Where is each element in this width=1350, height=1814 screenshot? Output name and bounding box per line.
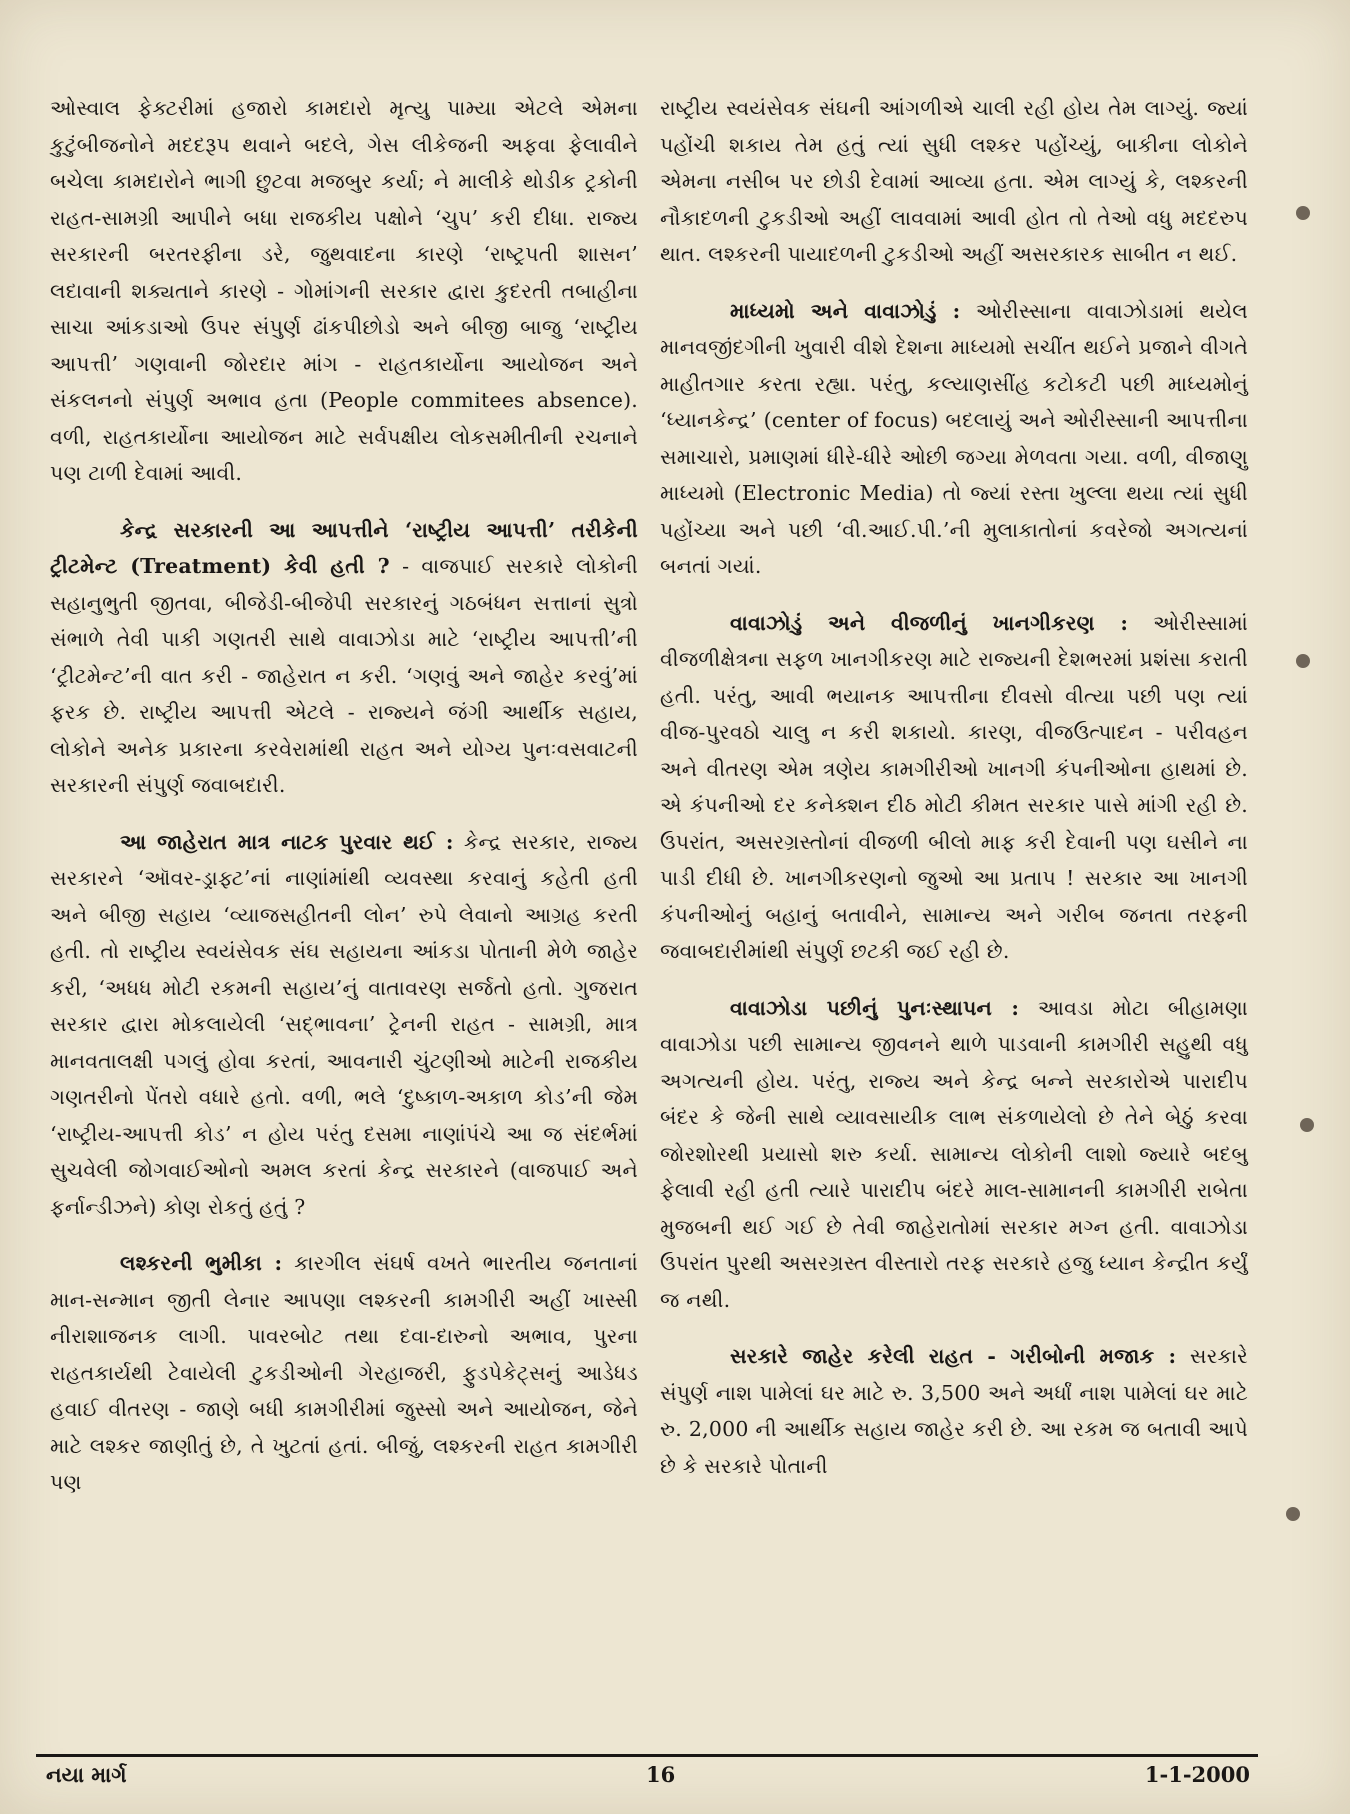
left-paragraph-1: ઓસ્વાલ ફેક્ટરીમાં હજારો કામદારો મૃત્યુ પામ્યા એટલે એમના કુટુંબીજનોને મદદરૂપ થવાને બદલે, ગેસ લીકેજની અફવા ફેલાવીને બચેલા કામદારોને ભાગી છુટવા મજબુર કર્યા; ને માલીકે થોડીક ટ્રકોની રાહત-સામગ્રી આપીને બધા રાજકીય પક્ષોને ‘ચુપ’ કરી દીધા. રાજ્ય સરકારની બરતરફીના ડરે, જુથવાદના કારણે ‘રાષ્ટ્રપતી શાસન’ લદાવાની શક્યતાને કારણે - ગોમાંગની સરકાર દ્વારા કુદરતી તબાહીના સાચા આંકડાઓ ઉપર સંપુર્ણ ઢાંકપીછોડો અને બીજી બાજુ ‘રાષ્ટ્રીય આપત્તી’ ગણવાની જોરદાર માંગ - રાહતકાર્યોના આયોજન અને સંકલનનો સંપુર્ણ અભાવ હતા (People commitees absence). વળી, રાહતકાર્યોના આયોજન માટે સર્વપક્ષીય લોકસમીતીની રચનાને પણ ટાળી દેવામાં આવી. xyxy=(50,96,638,485)
left-body-2: - વાજપાઈ સરકારે લોકોની સહાનુભુતી જીતવા, બીજેડી-બીજેપી સરકારનું ગઠબંધન સત્તાનાં સુત્રો સંભાળે તેવી પાકી ગણતરી સાથે વાવાઝોડા માટે ‘રાષ્ટ્રીય આપત્તી’ની ‘ટ્રીટમેન્ટ’ની વાત કરી - જાહેરાત ન કરી. ‘ગણવું અને જાહેર કરવું’માં ફરક છે. રાષ્ટ્રીય આપત્તી એટલે - રાજ્યને જંગી આર્થીક સહાય, લોકોને અનેક પ્રકારના કરવેરામાંથી રાહત અને યોગ્ય પુનઃવસવાટની સરકારની સંપુર્ણ જવાબદારી. xyxy=(50,554,638,797)
right-body-3: ઓરીસ્સામાં વીજળીક્ષેત્રના સફળ ખાનગીકરણ માટે રાજ્યની દેશભરમાં પ્રશંસા કરાતી હતી. પરંતુ, આવી ભયાનક આપત્તીના દીવસો વીત્યા પછી પણ ત્યાં વીજ-પુરવઠો ચાલુ ન કરી શકાયો. કારણ, વીજઉત્પાદન - પરીવહન અને વીતરણ એમ ત્રણેય કામગીરીઓ ખાનગી કંપનીઓના હાથમાં છે. એ કંપનીઓ દર કનેક્શન દીઠ મોટી કીમત સરકાર પાસે માંગી રહી છે. ઉપરાંત, અસરગ્રસ્તોનાં વીજળી બીલો માફ કરી દેવાની પણ ઘસીને ના પાડી દીધી છે. ખાનગીકરણનો જુઓ આ પ્રતાપ ! સરકાર આ ખાનગી કંપનીઓનું બહાનું બતાવીને, સામાન્ય અને ગરીબ જનતા તરફની જવાબદારીમાંથી સંપુર્ણ છટકી જઈ રહી છે. xyxy=(660,610,1248,963)
left-heading-2: કેન્દ્ર સરકારની આ આપત્તીને ‘રાષ્ટ્રીય આપત્તી’ તરીકેની ટ્રીટમેન્ટ (Treatment) કેવી હતી ? xyxy=(50,517,638,578)
right-paragraph-4 xyxy=(660,990,1248,1319)
right-heading-2: માધ્યમો અને વાવાઝોડું : xyxy=(730,298,961,323)
right-body-4: આવડા મોટા બીહામણા વાવાઝોડા પછી સામાન્ય જીવનને થાળે પાડવાની કામગીરી સહુથી વધુ અગત્યની હોય. પરંતુ, રાજ્ય અને કેન્દ્ર બન્ને સરકારોએ પારાદીપ બંદર કે જેની સાથે વ્યાવસાયીક લાભ સંકળાયેલો છે તેને બેઠું કરવા જોરશોરથી પ્રયાસો શરુ કર્યા. સામાન્ય લોકોની લાશો જ્યારે બદબુ ફેલાવી રહી હતી ત્યારે પારાદીપ બંદરે માલ-સામાનની કામગીરી રાબેતા મુજબની થઈ ગઈ છે તેવી જાહેરાતોમાં સરકાર મગ્ન હતી. વાવાઝોડા ઉપરાંત પુરથી અસરગ્રસ્ત વીસ્તારો તરફ સરકારે હજુ ધ્યાન કેન્દ્રીત કર્યું જ નથી. xyxy=(660,995,1248,1312)
right-body-5: સરકારે સંપુર્ણ નાશ પામેલાં ઘર માટે રુ. 3,500 અને અર્ધાં નાશ પામેલાં ઘર માટે રુ. 2,000 ની આર્થીક સહાય જાહેર કરી છે. આ રકમ જ બતાવી આપે છે કે સરકારે પોતાની xyxy=(660,1344,1248,1478)
left-paragraph-4 xyxy=(50,1245,638,1501)
binding-hole-mark xyxy=(1296,206,1310,220)
binding-hole-mark xyxy=(1286,1507,1300,1521)
left-body-4: કારગીલ સંઘર્ષ વખતે ભારતીય જનતાનાં માન-સન્માન જીતી લેનાર આપણા લશ્કરની કામગીરી અહીં ખાસ્સી નીરાશાજનક લાગી. પાવરબોટ તથા દવા-દારુનો અભાવ, પુરના રાહતકાર્યથી ટેવાયેલી ટુકડીઓની ગેરહાજરી, ફુડપેકેટ્સનું આડેધડ હવાઈ વીતરણ - જાણે બધી કામગીરીમાં જુસ્સો અને આયોજન, જેને માટે લશ્કર જાણીતું છે, તે ખુટતાં હતાં. બીજું, લશ્કરની રાહત કામગીરી પણ xyxy=(50,1251,638,1494)
magazine-name: નયા માર્ગ xyxy=(46,1762,127,1787)
page-footer xyxy=(46,1762,1250,1798)
left-heading-3: આ જાહેરાત માત્ર નાટક પુરવાર થઈ : xyxy=(120,829,454,854)
right-paragraph-2 xyxy=(660,293,1248,585)
page-number: 16 xyxy=(646,1762,676,1787)
right-column xyxy=(660,90,1248,1504)
right-paragraph-3 xyxy=(660,605,1248,970)
right-paragraph-1: રાષ્ટ્રીય સ્વયંસેવક સંઘની આંગળીએ ચાલી રહી હોય તેમ લાગ્યું. જ્યાં પહોંચી શકાય તેમ હતું ત્યાં સુધી લશ્કર પહોંચ્યું, બાકીના લોકોને એમના નસીબ પર છોડી દેવામાં આવ્યા હતા. એમ લાગ્યું કે, લશ્કરની નૌકાદળની ટુકડીઓ અહીં લાવવામાં આવી હોત તો તેઓ વધુ મદદરુપ થાત. લશ્કરની પાયાદળની ટુકડીઓ અહીં અસરકારક સાબીત ન થઈ. xyxy=(660,96,1248,266)
right-paragraph-5 xyxy=(660,1338,1248,1484)
footer-divider xyxy=(36,1754,1258,1757)
right-heading-4: વાવાઝોડા પછીનું પુનઃસ્થાપન : xyxy=(730,995,1020,1020)
left-body-3: કેન્દ્ર સરકાર, રાજ્ય સરકારને ‘ઑવર-ડ્રાફ્ટ’નાં નાણાંમાંથી વ્યવસ્થા કરવાનું કહેતી હતી અને બીજી સહાય ‘વ્યાજસહીતની લોન’ રુપે લેવાનો આગ્રહ કરતી હતી. તો રાષ્ટ્રીય સ્વયંસેવક સંઘ સહાયના આંકડા પોતાની મેળે જાહેર કરી, ‘અધધ મોટી રકમની સહાય’નું વાતાવરણ સર્જતો હતો. ગુજરાત સરકાર દ્વારા મોકલાયેલી ‘સદ્ભાવના’ ટ્રેનની રાહત - સામગ્રી, માત્ર માનવતાલક્ષી પગલું હોવા કરતાં, આવનારી ચુંટણીઓ માટેની રાજકીય ગણતરીનો પેંતરો વધારે હતો. વળી, ભલે ‘દુષ્કાળ-અકાળ કોડ’ની જેમ ‘રાષ્ટ્રીય-આપત્તી કોડ’ ન હોય પરંતુ દસમા નાણાંપંચે આ જ સંદર્ભમાં સુચવેલી જોગવાઈઓનો અમલ કરતાં કેન્દ્ર સરકારને (વાજપાઈ અને ફર્નાન્ડીઝને) કોણ રોકતું હતું ? xyxy=(50,829,639,1219)
issue-date: 1-1-2000 xyxy=(1144,1762,1250,1787)
left-paragraph-3 xyxy=(50,824,638,1226)
right-body-2: ઓરીસ્સાના વાવાઝોડામાં થયેલ માનવજીંદગીની ખુવારી વીશે દેશના માધ્યમો સચીંત થઈને પ્રજાને વીગતે માહીતગાર કરતા રહ્યા. પરંતુ, કલ્યાણસીંહ કટોકટી પછી માધ્યમોનું ‘ધ્યાનકેન્દ્ર’ (center of focus) બદલાયું અને ઓરીસ્સાની આપત્તીના સમાચારો, પ્રમાણમાં ધીરે-ધીરે ઓછી જગ્યા મેળવતા ગયા. વળી, વીજાણુ માધ્યમો (Electronic Media) તો જ્યાં રસ્તા ખુલ્લા થયા ત્યાં સુધી પહોંચ્યા અને પછી ‘વી.આઈ.પી.’ની મુલાકાતોનાં કવરેજો અગત્યનાં બનતાં ગયાં. xyxy=(660,298,1248,578)
right-heading-3: વાવાઝોડું અને વીજળીનું ખાનગીકરણ : xyxy=(730,610,1129,635)
binding-hole-mark xyxy=(1296,654,1310,668)
left-column xyxy=(50,90,638,1521)
left-paragraph-2 xyxy=(50,512,638,804)
left-heading-4: લશ્કરની ભુમીકા : xyxy=(120,1251,283,1275)
binding-hole-mark xyxy=(1300,1118,1314,1132)
right-heading-5: સરકારે જાહેર કરેલી રાહત - ગરીબોની મજાક : xyxy=(730,1344,1177,1368)
